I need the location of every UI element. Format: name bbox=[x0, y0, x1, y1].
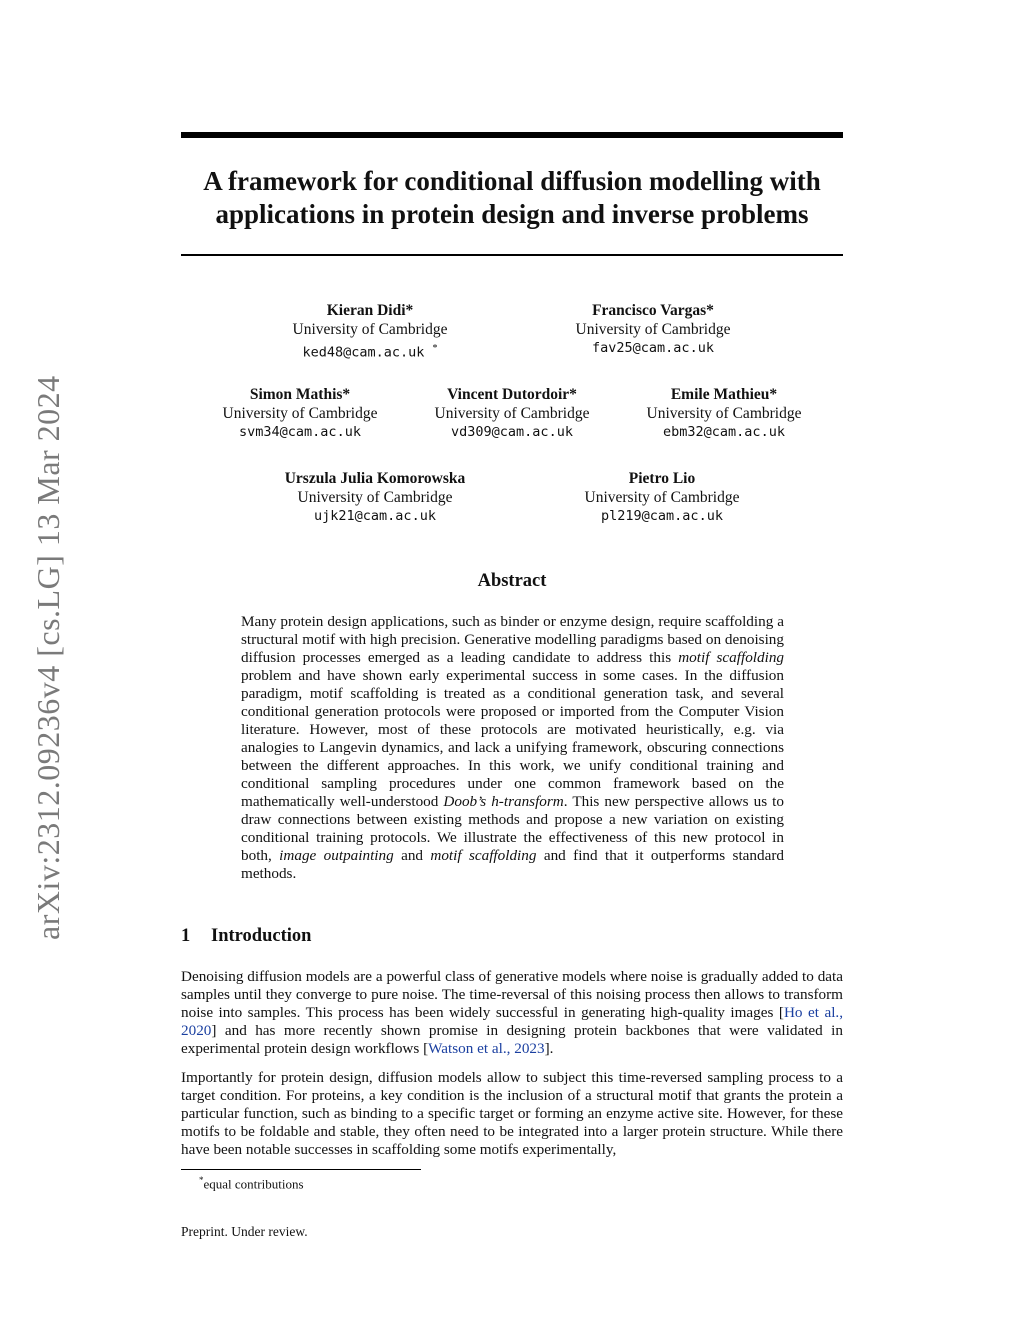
author-block-dutordoir bbox=[412, 385, 612, 442]
abstract-text-part: and find that it outperforms standard methods. bbox=[241, 847, 784, 882]
intro-paragraph-1 bbox=[181, 968, 843, 1058]
author-name: Simon Mathis* bbox=[249, 386, 351, 403]
equal-contribution-mark: * bbox=[432, 343, 438, 354]
author-email: vd309@cam.ac.uk bbox=[451, 424, 573, 440]
abstract-emphasis: Doob’s h-transform bbox=[443, 793, 564, 810]
author-affiliation: University of Cambridge bbox=[297, 489, 453, 506]
section-number: 1 bbox=[181, 926, 191, 946]
author-block-didi bbox=[270, 301, 470, 363]
intro-paragraph-2: Importantly for protein design, diffusion models allow to subject this time-reversed sampling process to a target condition. For proteins, a key condition is the inclusion of a structural motif that grants the protein a particular function, such as binding to a specific target or forming an enzyme active site. However, for these motifs to be foldable and stable, they often need to be integrated into a larger protein structure. While there have been notable successes in scaffolding some motifs experimentally, bbox=[181, 1069, 843, 1158]
author-affiliation: University of Cambridge bbox=[434, 405, 590, 422]
author-email: svm34@cam.ac.uk bbox=[239, 424, 361, 440]
footnote-text: equal contributions bbox=[203, 1176, 304, 1192]
citation-link-watson-2023[interactable]: Watson et al., 2023 bbox=[428, 1040, 545, 1057]
paragraph-text-part: ] and has more recently shown promise in designing protein backbones that were validated in experimental protein design workflows [ bbox=[181, 1022, 843, 1057]
author-email-text: ked48@cam.ac.uk bbox=[302, 344, 425, 361]
author-name: Kieran Didi* bbox=[326, 302, 414, 319]
author-block-mathis bbox=[200, 385, 400, 442]
citation-link-ho-2020[interactable]: Ho et al., 2020 bbox=[181, 1004, 844, 1039]
author-name: Francisco Vargas* bbox=[592, 302, 714, 319]
author-email: ebm32@cam.ac.uk bbox=[663, 424, 785, 440]
arxiv-identifier-stamp: arXiv:2312.09236v4 [cs.LG] 13 Mar 2024 bbox=[30, 375, 66, 940]
footnote bbox=[199, 1175, 304, 1192]
author-name: Pietro Lio bbox=[628, 470, 696, 487]
title-line-1: A framework for conditional diffusion modelling with bbox=[203, 166, 821, 196]
abstract-text bbox=[241, 613, 784, 883]
paragraph-text-part: ]. bbox=[544, 1040, 554, 1057]
author-email bbox=[270, 339, 470, 363]
author-name: Urszula Julia Komorowska bbox=[284, 470, 466, 487]
author-affiliation: University of Cambridge bbox=[584, 489, 740, 506]
section-title: Introduction bbox=[211, 926, 312, 946]
abstract-heading: Abstract bbox=[477, 571, 547, 591]
author-affiliation: University of Cambridge bbox=[646, 405, 802, 422]
author-block-lio bbox=[562, 469, 762, 526]
paper-title bbox=[150, 165, 874, 231]
author-email: fav25@cam.ac.uk bbox=[592, 340, 714, 356]
title-top-rule bbox=[181, 132, 843, 138]
preprint-note: Preprint. Under review. bbox=[181, 1224, 308, 1239]
section-heading-introduction bbox=[181, 926, 311, 947]
author-email: ujk21@cam.ac.uk bbox=[314, 508, 436, 524]
paragraph-text-part: Denoising diffusion models are a powerful class of generative models where noise is gradually added to data samples until they converge to pure noise. The time-reversal of this noising process then allows to transform noise into samples. This process has been widely successful in generating high-quality images [ bbox=[181, 968, 843, 1021]
author-block-vargas bbox=[553, 301, 753, 358]
author-name: Emile Mathieu* bbox=[670, 386, 778, 403]
abstract-text-part: problem and have shown early experimental success in some cases. In the diffusion paradigm, motif scaffolding is treated as a conditional generation task, and several conditional generation protocols were proposed or imported from the Computer Vision literature. However, most of these protocols are motivated heuristically, e.g. via analogies to Langevin dynamics, and lack a unifying framework, obscuring connections between the different approaches. In this work, we unify conditional training and conditional sampling procedures under one common framework based on the mathematically well-understood bbox=[241, 667, 784, 810]
footnote-mark: * bbox=[199, 1175, 204, 1185]
title-line-2: applications in protein design and inverse problems bbox=[215, 199, 809, 229]
title-bottom-rule bbox=[181, 254, 843, 256]
author-affiliation: University of Cambridge bbox=[222, 405, 378, 422]
abstract-text-part: . This new perspective allows us to draw connections between existing methods and propose a new variation on existing conditional training protocols. We illustrate the effectiveness of this new protocol in both, bbox=[241, 793, 784, 864]
author-affiliation: University of Cambridge bbox=[575, 321, 731, 338]
abstract-text-part: Many protein design applications, such as binder or enzyme design, require scaffolding a structural motif with high precision. Generative modelling paradigms based on denoising diffusion processes emerged as a leading candidate to address this bbox=[241, 613, 784, 666]
author-block-komorowska bbox=[255, 469, 495, 526]
abstract-text-part: and bbox=[393, 847, 431, 864]
footnote-rule bbox=[181, 1169, 421, 1170]
author-affiliation: University of Cambridge bbox=[292, 321, 448, 338]
abstract-emphasis: motif scaffolding bbox=[430, 847, 537, 864]
author-name: Vincent Dutordoir* bbox=[447, 386, 577, 403]
abstract-emphasis: motif scaffolding bbox=[678, 649, 785, 666]
author-block-mathieu bbox=[624, 385, 824, 442]
abstract-emphasis: image outpainting bbox=[279, 847, 394, 864]
author-email: pl219@cam.ac.uk bbox=[601, 508, 723, 524]
